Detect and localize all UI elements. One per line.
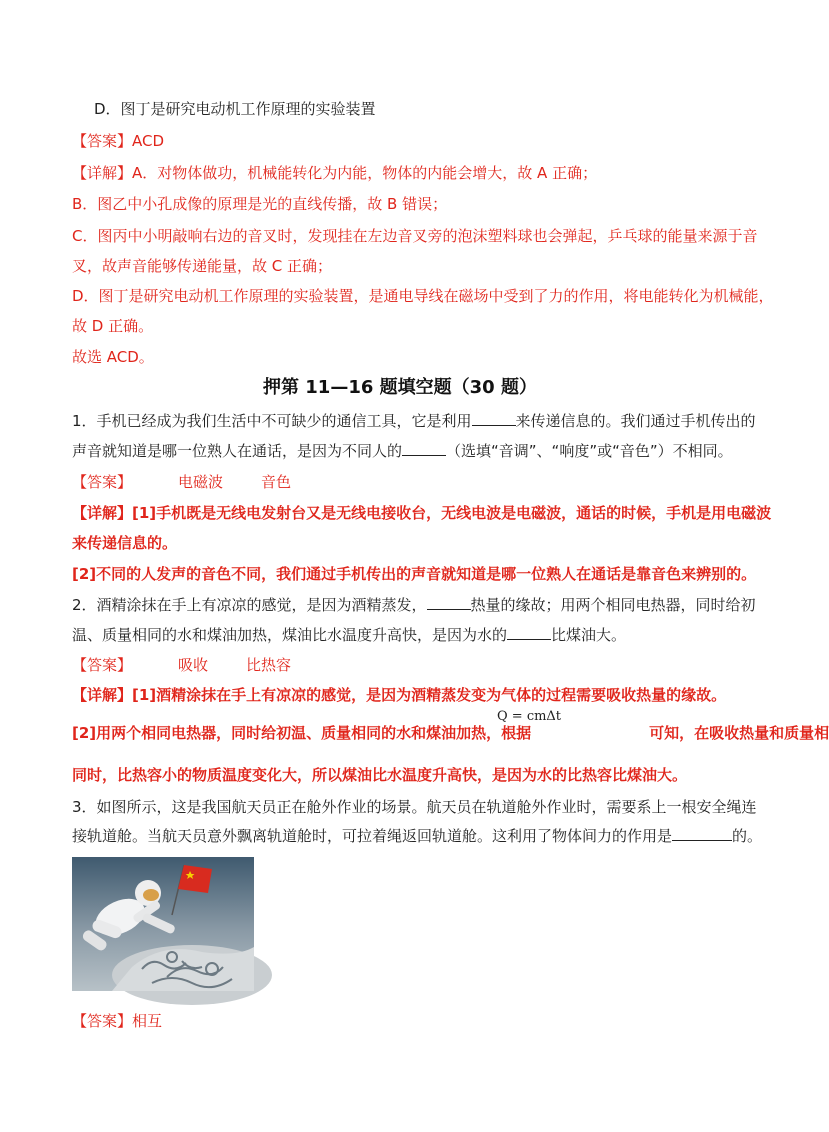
astronaut-photo <box>72 857 254 991</box>
q2-text: 热量的缘故；用两个相同电热器，同时给初 <box>470 596 756 614</box>
answer-tag: 【答案】 <box>72 132 133 150</box>
q2-answer-1: 吸收 <box>178 656 209 674</box>
detail-text: [1]酒精涂抹在手上有凉凉的感觉，是因为酒精蒸发变为气体的过程需要吸收热量的缘故。 <box>132 686 727 704</box>
q2-detail-2c: 同时，比热容小的物质温度变化大，所以煤油比水温度升高快，是因为水的比热容比煤油大。 <box>72 766 688 784</box>
q3-answer-line <box>72 1011 162 1031</box>
prev-answer-line <box>72 131 164 151</box>
prev-detail-a <box>72 163 597 183</box>
q3-line2 <box>72 826 762 846</box>
prev-detail-c1: C．图丙中小明敲响右边的音叉时，发现挂在左边音叉旁的泡沫塑料球也会弹起，乒乓球的能量来源于音 <box>72 227 758 245</box>
answer-tag: 【答案】 <box>72 1012 133 1030</box>
heat-formula: Q = cmΔt <box>497 709 562 724</box>
q1-detail-1b: 来传递信息的。 <box>72 534 178 552</box>
prev-detail-d2: 故 D 正确。 <box>72 317 154 335</box>
prev-detail-c2: 叉，故声音能够传递能量，故 C 正确； <box>72 257 333 275</box>
q1-detail-2: [2]不同的人发声的音色不同，我们通过手机传出的声音就知道是哪一位熟人在通话是靠音色来辨别的。 <box>72 565 757 583</box>
q1-text: 声音就知道是哪一位熟人在通话，是因为不同人的 <box>72 442 403 460</box>
q3-line1: 3．如图所示，这是我国航天员正在舱外作业的场景。航天员在轨道舱外作业时，需要系上一根安全绳连 <box>72 798 757 816</box>
section-title: 押第 11—16 题填空题（30 题） <box>263 377 537 398</box>
prev-conclusion: 故选 ACD。 <box>72 348 154 366</box>
option-d: D．图丁是研究电动机工作原理的实验装置 <box>94 100 376 118</box>
q3-blank <box>672 826 732 841</box>
q1-text: （选填“音调”、“响度”或“音色”）不相同。 <box>446 442 733 460</box>
q1-answer-1: 电磁波 <box>178 473 224 491</box>
detail-tag: 【详解】 <box>72 164 133 182</box>
q2-line1 <box>72 595 756 615</box>
answer-value: ACD <box>132 132 165 150</box>
detail-text: A．对物体做功，机械能转化为内能，物体的内能会增大，故 A 正确； <box>132 164 598 182</box>
q1-line1 <box>72 411 756 431</box>
q2-text: 比煤油大。 <box>551 626 627 644</box>
detail-text: 可知，在吸收热量和质量相 <box>649 724 829 742</box>
detail-text: [2]用两个相同电热器，同时给初温、质量相同的水和煤油加热，根据 <box>72 724 532 742</box>
answer-tag: 【答案】 <box>72 656 133 674</box>
q2-line2 <box>72 625 626 645</box>
q1-line2 <box>72 441 733 461</box>
q2-detail-1 <box>72 685 726 705</box>
q2-text: 2．酒精涂抹在手上有凉凉的感觉，是因为酒精蒸发， <box>72 596 427 614</box>
q2-blank-2 <box>507 625 551 640</box>
q2-answer-2: 比热容 <box>246 656 292 674</box>
q1-blank-1 <box>472 411 516 426</box>
q2-text: 温、质量相同的水和煤油加热，煤油比水温度升高快，是因为水的 <box>72 626 508 644</box>
q1-text: 来传递信息的。我们通过手机传出的 <box>515 412 756 430</box>
q3-answer: 相互 <box>132 1012 163 1030</box>
detail-text: [1]手机既是无线电发射台又是无线电接收台，无线电波是电磁波，通话的时候，手机是用电磁波 <box>132 504 772 522</box>
q1-text: 1．手机已经成为我们生活中不可缺少的通信工具，它是利用 <box>72 412 472 430</box>
q2-blank-1 <box>427 595 471 610</box>
q3-text: 接轨道舱。当航天员意外飘离轨道舱时，可拉着绳返回轨道舱。这利用了物体间力的作用是 <box>72 827 673 845</box>
q1-answer-2: 音色 <box>261 473 292 491</box>
q1-detail-1a <box>72 503 771 523</box>
detail-tag: 【详解】 <box>72 686 133 704</box>
astronaut-illustration <box>72 857 254 991</box>
detail-tag: 【详解】 <box>72 504 133 522</box>
q1-blank-2 <box>402 441 446 456</box>
q2-detail-2a <box>72 723 829 743</box>
q2-answer-line <box>72 655 291 675</box>
q3-text: 的。 <box>732 827 763 845</box>
answer-tag: 【答案】 <box>72 473 133 491</box>
prev-detail-b: B．图乙中小孔成像的原理是光的直线传播，故 B 错误； <box>72 195 448 213</box>
prev-detail-d1: D．图丁是研究电动机工作原理的实验装置，是通电导线在磁场中受到了力的作用，将电能转化为机械能， <box>72 287 774 305</box>
q1-answer-line <box>72 472 291 492</box>
